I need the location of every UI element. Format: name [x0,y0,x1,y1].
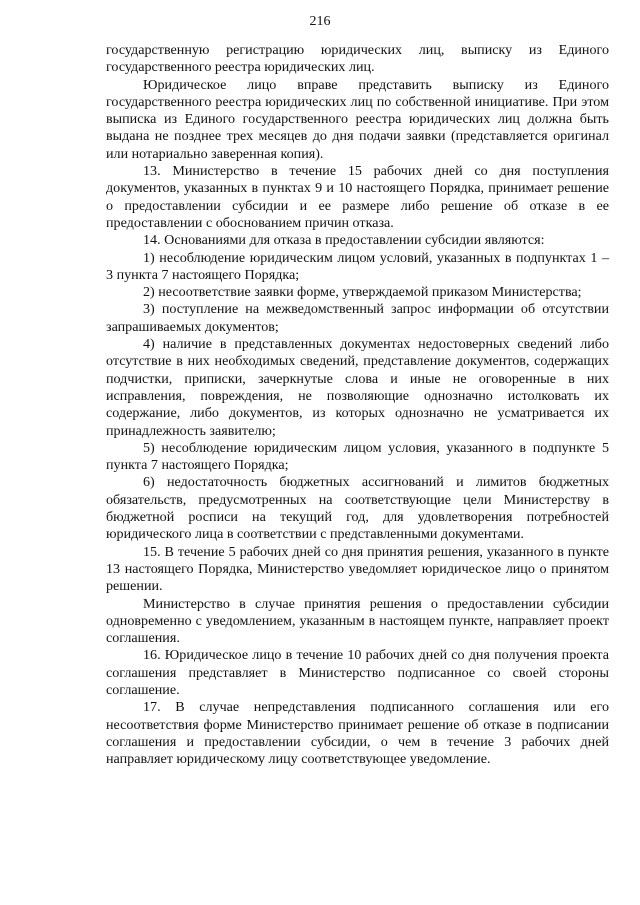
subitem-3: 3) поступление на межведомственный запрос информации об отсутствии запрашиваемых документов; [106,301,609,335]
paragraph-item-14: 14. Основаниями для отказа в предоставлении субсидии являются: [143,232,545,249]
subitem-5: 5) несоблюдение юридическим лицом условия, указанного в подпункте 5 пункта 7 настоящего Порядка; [106,439,609,474]
paragraph: государственную регистрацию юридических лиц, выписку из Единого государственного реестра юридических лиц. [106,42,609,76]
paragraph-item-13: 13. Министерство в течение 15 рабочих дней со дня поступления документов, указанных в пунктах 9 и 10 настоящего Порядка, принимает решение о предоставлении субсидии и ее размере либо решение об отказе в ее предоставлении с обоснованием причин отказа. [106,163,609,231]
paragraph: Министерство в случае принятия решения о предоставлении субсидии одновременно с уведомлением, указанным в настоящем пункте, направляет проект соглашения. [106,595,609,647]
subitem-4: 4) наличие в представленных документах недостоверных сведений либо отсутствие в них необходимых сведений, представление документов, содержащих подчистки, приписки, зачеркнутые слова и иные не оговоренные в них исправления, повреждения, не позволяющие однозначно истолковать их содержание, либо документов, из которых однозначно не усматривается их принадлежность заявителю; [106,336,609,439]
subitem-2: 2) несоответствие заявки форме, утверждаемой приказом Министерства; [143,284,582,301]
paragraph: Юридическое лицо вправе представить выписку из Единого государственного реестра юридических лиц по собственной инициативе. При этом выписка из Единого государственного реестра юридических лиц должна быть выдана не позднее трех месяцев до дня подачи заявки (представляется оригинал или нотариально заверенная копия). [106,76,609,162]
subitem-6: 6) недостаточность бюджетных ассигнований и лимитов бюджетных обязательств, предусмотренных на соответствующие цели Министерству в бюджетной росписи на текущий год, для удовлетворения потребностей юридического лица в соответствии с представленными документами. [106,474,609,543]
document-body [106,42,609,768]
paragraph-item-16: 16. Юридическое лицо в течение 10 рабочих дней со дня получения проекта соглашения представляет в Министерство подписанное со своей стороны соглашение. [106,647,609,698]
paragraph-item-17: 17. В случае непредставления подписанного соглашения или его несоответствия форме Министерство принимает решение об отказе в подписании соглашения и предоставлении субсидии, о чем в течение 3 рабочих дней направляет юридическому лицу соответствующее уведомление. [106,699,609,768]
paragraph-item-15: 15. В течение 5 рабочих дней со дня принятия решения, указанного в пункте 13 настоящего Порядка, Министерство уведомляет юридическое лицо о принятом решении. [106,543,609,595]
subitem-1: 1) несоблюдение юридическим лицом условий, указанных в подпунктах 1 – 3 пункта 7 настоящего Порядка; [106,249,609,283]
page-number: 216 [309,14,331,29]
